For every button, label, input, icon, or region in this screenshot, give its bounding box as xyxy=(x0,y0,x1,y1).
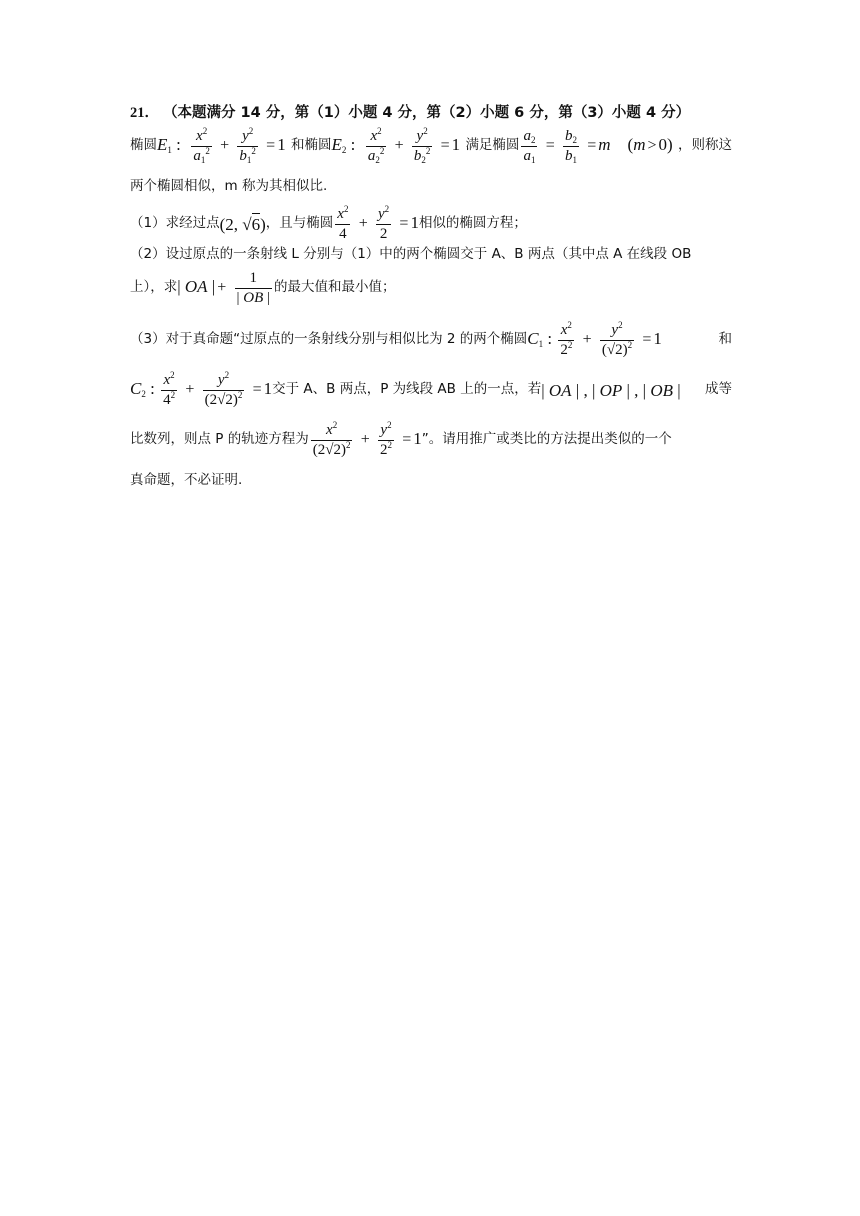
part3-text-f: 真命题，不必证明. xyxy=(130,472,243,488)
part2-text-a: （2）设过原点的一条射线 L 分别与（1）中的两个椭圆交于 A、B 两点（其中点 A 在线段 OB xyxy=(130,246,692,262)
problem-number: 21． xyxy=(130,105,159,121)
intro-text-ellipse: 椭圆 xyxy=(130,137,157,154)
part1-text-b: ，且与椭圆 xyxy=(265,215,334,232)
problem-header xyxy=(130,106,690,121)
part3-line-2 xyxy=(130,372,732,408)
formula-geometric-seq: | OA | , | OP | , | OB | xyxy=(541,380,681,400)
formula-locus: $\frac{x^2}{(2√2)^2}$ + $\frac{y^2}{2^2}$ = 1 xyxy=(312,420,422,458)
intro-text-similar: 两个椭圆相似，m 称为其相似比. xyxy=(130,178,328,194)
part3-text-c: 成等 xyxy=(705,381,732,398)
part3-line-1 xyxy=(130,322,732,358)
intro-text-then: ，则称这 xyxy=(677,137,732,154)
part3-line-4 xyxy=(130,474,242,488)
intro-line-2 xyxy=(130,180,327,194)
formula-ellipse-given: $\frac{x^2}{4}$ + $\frac{y^2}{2}$ = 1 xyxy=(337,204,419,242)
part3-text-a: （3）对于真命题“过原点的一条射线分别与相似比为 2 的两个椭圆 xyxy=(130,331,528,348)
part3-text-and: 和 xyxy=(718,331,732,348)
formula-ellipse-c1: $C_1$ : $\frac{x^2}{2^2}$ + $\frac{y^2}{(√2)^2}$ = 1 xyxy=(527,320,662,358)
formula-oa-plus-inv-ob: | OA | + $\frac{1}{| OB |}$ xyxy=(177,270,271,306)
part2-text-b: 上），求 xyxy=(130,279,178,296)
formula-ratio: $\frac{a_2}{a_1}$ = $\frac{b_2}{b_1}$ = m (m > 0) xyxy=(523,128,673,165)
intro-text-satisfy: 满足椭圆 xyxy=(465,137,520,154)
formula-ellipse-e1: $E_1$ : $\frac{x^2}{a_1^2}$ + $\frac{y^2}{b_1^2}$ = 1 xyxy=(157,126,286,165)
problem-score-info: （本题满分 14 分，第（1）小题 4 分，第（2）小题 6 分，第（3）小题 4 分） xyxy=(163,105,691,121)
part1-text-a: （1）求经过点 xyxy=(130,215,220,232)
part2-line-1 xyxy=(130,248,691,262)
part3-text-e: ”。请用推广或类比的方法提出类似的一个 xyxy=(421,431,672,448)
part3-text-b: 交于 A、B 两点，P 为线段 AB 上的一点，若 xyxy=(272,381,542,398)
part1-text-c: 相似的椭圆方程； xyxy=(418,215,527,232)
formula-point: (2, √6) xyxy=(219,214,266,234)
part2-text-c: 的最大值和最小值； xyxy=(274,279,396,296)
intro-text-and-ellipse: 和椭圆 xyxy=(290,137,332,154)
part3-line-3 xyxy=(130,422,732,458)
part3-text-d: 比数列，则点 P 的轨迹方程为 xyxy=(130,431,309,448)
part2-line-2 xyxy=(130,270,396,306)
part1-line xyxy=(130,206,527,242)
formula-ellipse-c2: $C_2$ : $\frac{x^2}{4^2}$ + $\frac{y^2}{(2√2)^2}$ = 1 xyxy=(130,370,273,408)
intro-line-1 xyxy=(130,128,732,164)
formula-ellipse-e2: $E_2$ : $\frac{x^2}{a_2^2}$ + $\frac{y^2}{b_2^2}$ = 1 xyxy=(331,126,461,165)
